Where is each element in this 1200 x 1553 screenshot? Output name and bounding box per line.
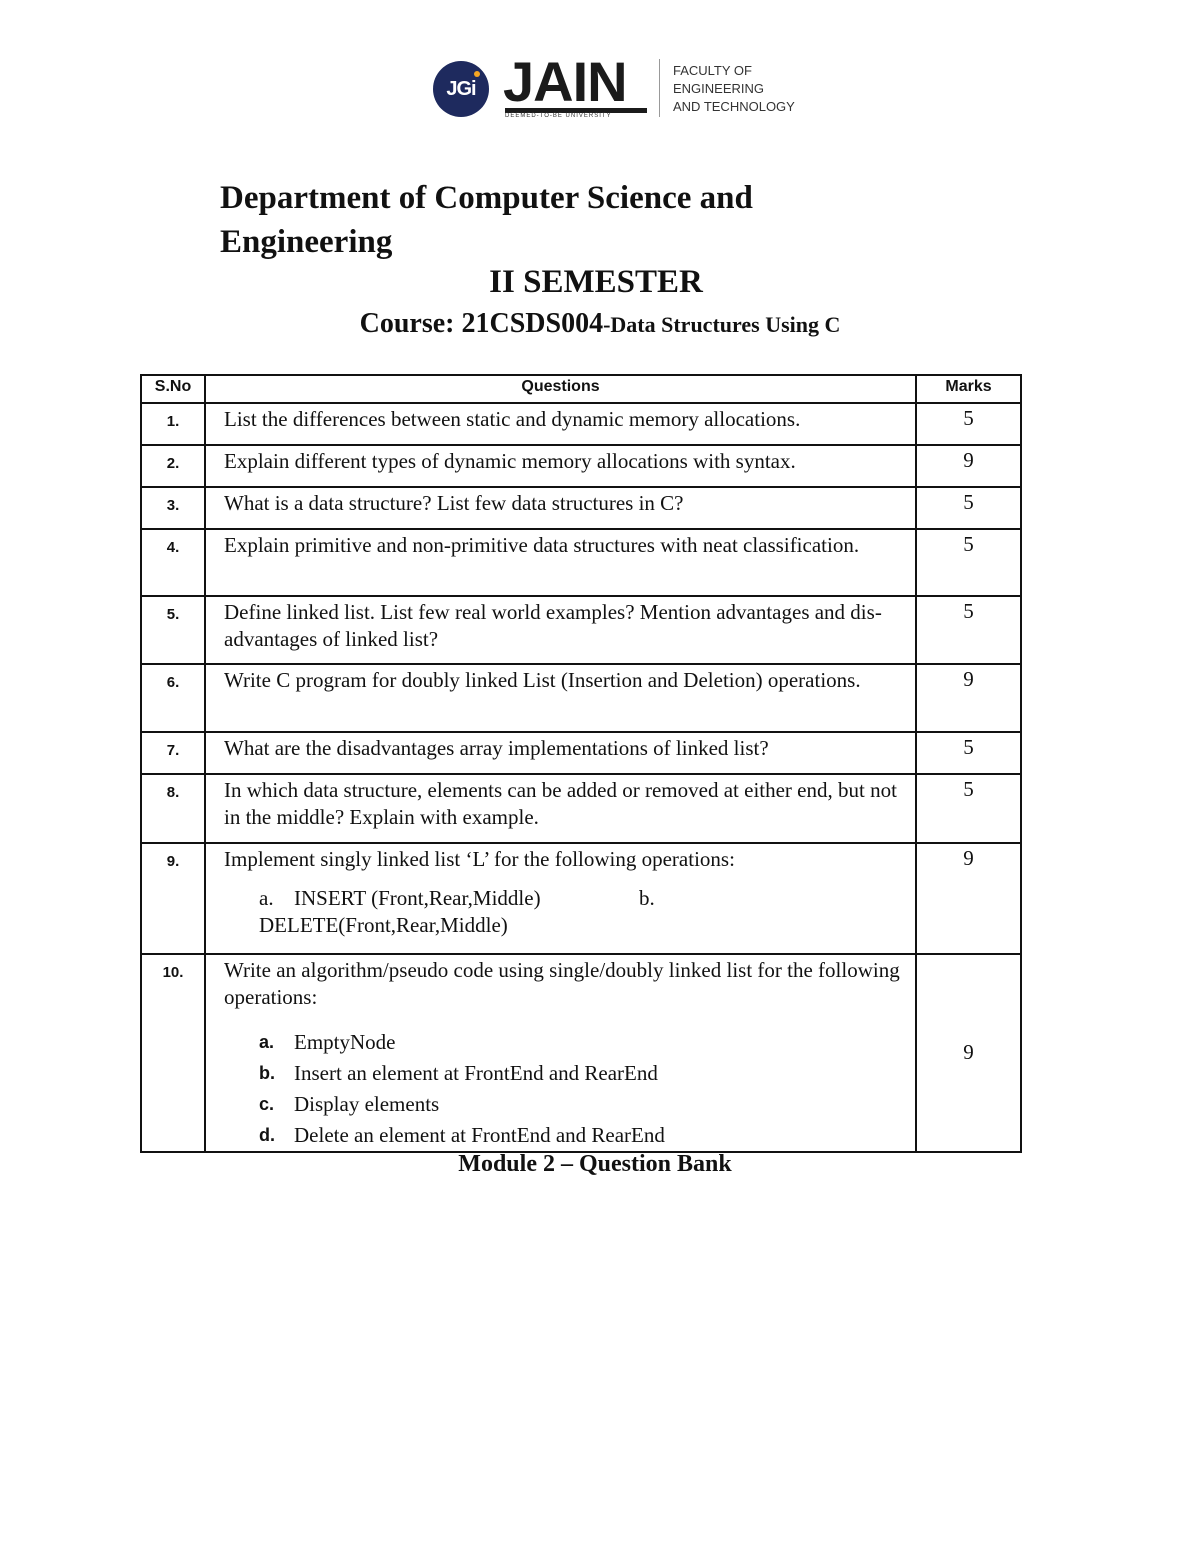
faculty-line-1: FACULTY OF [673, 63, 752, 78]
row-question-cell [205, 954, 916, 1152]
sub-text: Display elements [294, 1092, 440, 1116]
sub-text: Delete an element at FrontEnd and RearEnd [294, 1123, 665, 1147]
row-marks: 5 [916, 774, 1021, 843]
table-row [141, 487, 1021, 529]
row-marks: 9 [916, 843, 1021, 954]
logo-divider [659, 59, 660, 117]
logo-tagline: DEEMED-TO-BE UNIVERSITY [505, 108, 647, 119]
table-row [141, 732, 1021, 774]
row-sno: 10. [141, 954, 205, 1152]
row-marks: 5 [916, 732, 1021, 774]
department-title: Department of Computer Science and Engineering [220, 180, 753, 260]
university-logo [433, 50, 813, 121]
module-title [0, 1151, 1200, 1178]
table-row [141, 403, 1021, 445]
row-sno: 7. [141, 732, 205, 774]
faculty-text [673, 62, 795, 116]
row-marks: 5 [916, 596, 1021, 664]
faculty-line-3: AND TECHNOLOGY [673, 99, 795, 114]
sub-label: a. [259, 886, 274, 910]
course-code: Course: 21CSDS004 [359, 308, 604, 339]
module-title-text: Module 2 – Question Bank [458, 1151, 732, 1177]
sub-operations [224, 885, 907, 912]
row-question: Define linked list. List few real world examples? Mention advantages and dis-advantages of linked list? [205, 596, 916, 664]
row-sno: 6. [141, 664, 205, 732]
row-sno: 3. [141, 487, 205, 529]
row-sno: 8. [141, 774, 205, 843]
row-question: Write C program for doubly linked List (Insertion and Deletion) operations. [205, 664, 916, 732]
table-row [141, 529, 1021, 596]
course-name: -Data Structures Using C [603, 312, 841, 337]
sub-text: Insert an element at FrontEnd and RearEnd [294, 1061, 658, 1085]
sub-operations [224, 1027, 907, 1151]
list-item [259, 1027, 907, 1058]
question-table [140, 374, 1022, 1153]
sub-label: b. [639, 886, 655, 910]
row-marks: 9 [916, 954, 1021, 1152]
table-row [141, 843, 1021, 954]
badge-dot-icon [474, 71, 480, 77]
sub-label: d. [259, 1125, 275, 1145]
logo-wordmark: JAIN [503, 50, 627, 113]
sub-text: INSERT (Front,Rear,Middle) [294, 886, 541, 910]
row-question: Implement singly linked list ‘L’ for the following operations: [224, 847, 735, 871]
sub-text: DELETE(Front,Rear,Middle) [259, 913, 508, 937]
list-item [259, 1089, 907, 1120]
row-question: Explain primitive and non-primitive data structures with neat classification. [205, 529, 916, 596]
table-row [141, 774, 1021, 843]
list-item [259, 1058, 907, 1089]
course-title [0, 308, 1200, 340]
row-sno: 4. [141, 529, 205, 596]
row-question: What are the disadvantages array implementations of linked list? [205, 732, 916, 774]
col-header-marks: Marks [916, 375, 1021, 403]
col-header-questions: Questions [205, 375, 916, 403]
row-marks: 5 [916, 403, 1021, 445]
sub-label: a. [259, 1032, 275, 1052]
table-row [141, 445, 1021, 487]
table-row [141, 954, 1021, 1152]
row-question: Write an algorithm/pseudo code using single/doubly linked list for the following operations: [224, 958, 900, 1009]
row-question-cell [205, 843, 916, 954]
row-sno: 2. [141, 445, 205, 487]
faculty-line-2: ENGINEERING [673, 81, 765, 96]
row-marks: 5 [916, 487, 1021, 529]
row-marks: 9 [916, 664, 1021, 732]
col-header-sno: S.No [141, 375, 205, 403]
jgi-badge: JGi [433, 61, 489, 117]
row-marks: 9 [916, 445, 1021, 487]
row-sno: 1. [141, 403, 205, 445]
row-sno: 9. [141, 843, 205, 954]
semester-text: II SEMESTER [489, 264, 703, 300]
table-row [141, 596, 1021, 664]
sub-text: EmptyNode [294, 1030, 396, 1054]
row-marks: 5 [916, 529, 1021, 596]
row-question: In which data structure, elements can be added or removed at either end, but not in the middle? Explain with example. [205, 774, 916, 843]
row-sno: 5. [141, 596, 205, 664]
semester-title [0, 264, 1200, 301]
row-question: List the differences between static and dynamic memory allocations. [205, 403, 916, 445]
table-row [141, 664, 1021, 732]
list-item [259, 1120, 907, 1151]
sub-label: c. [259, 1094, 275, 1114]
row-question: Explain different types of dynamic memory allocations with syntax. [205, 445, 916, 487]
table-header-row [141, 375, 1021, 403]
row-question: What is a data structure? List few data structures in C? [205, 487, 916, 529]
sub-label: b. [259, 1063, 275, 1083]
